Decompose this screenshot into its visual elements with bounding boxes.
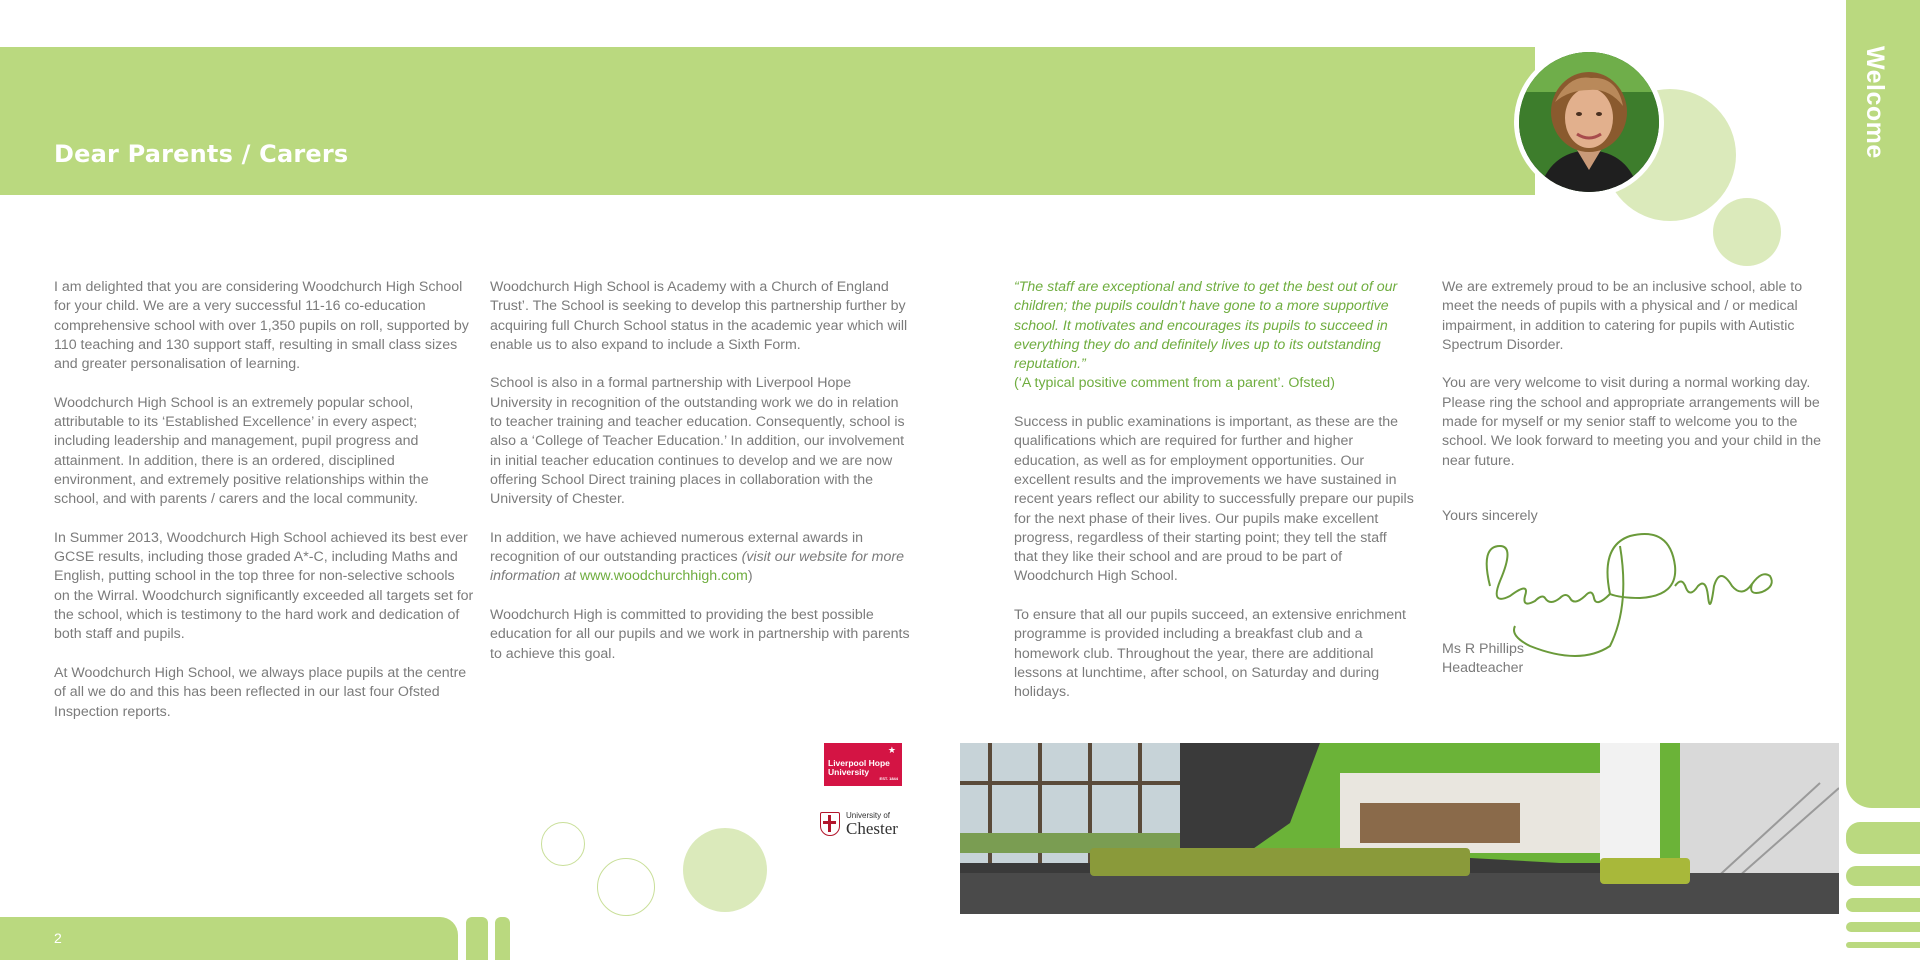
footer-stripe bbox=[495, 917, 510, 960]
quote-source: (‘A typical positive comment from a parent’. Ofsted) bbox=[1014, 375, 1335, 392]
letter-column-1 bbox=[54, 278, 474, 741]
side-tab-label: Welcome bbox=[1861, 46, 1889, 159]
letter-column-2 bbox=[490, 278, 910, 683]
quote-text: “The staff are exceptional and strive to get the best out of our children; the pupils couldn’t have gone to a more supportive school. It motivates and encourages its pupils to succeed in everything they do and definitely lives up to its outstanding reputation.” bbox=[1014, 279, 1398, 373]
side-stripe bbox=[1846, 866, 1920, 886]
paragraph: I am delighted that you are considering Woodchurch High School for your child. We are a very successful 11-16 co-education comprehensive school with over 1,350 pupils on roll, supported by 110 teaching and 130 support staff, resulting in small class sizes and greater personalisation of learning. bbox=[54, 279, 469, 373]
paragraph-aside: (visit our website for more information at bbox=[490, 549, 905, 585]
signoff-block bbox=[1442, 640, 1524, 678]
logo-line: University of bbox=[846, 811, 891, 820]
paragraph: Success in public examinations is important, as these are the qualifications which are required for further and higher education, as well as for employment opportunities. Our excellent results and the improvements we have sustained in recent years reflect our ability to successfully prepare our pupils for the next phase of their lives. Our pupils make excellent progress, regardless of their starting point; they tell the staff that they like their school and are proud to be part of Woodchurch High School. bbox=[1014, 414, 1414, 585]
liverpool-hope-logo bbox=[824, 743, 902, 786]
paragraph: You are very welcome to visit during a normal working day. Please ring the school and appropriate arrangements will be made for myself or my senior staff to welcome you to the school. We look forward to meeting you and your child in the near future. bbox=[1442, 375, 1822, 469]
parent-quote bbox=[1014, 278, 1414, 394]
decorative-ring bbox=[541, 822, 585, 866]
decorative-circle bbox=[683, 828, 767, 912]
photo-illustration bbox=[960, 743, 1839, 914]
signoff-name: Ms R Phillips bbox=[1442, 641, 1524, 657]
logo-line: University bbox=[828, 767, 870, 777]
paragraph-aside-close: ) bbox=[747, 568, 753, 585]
header-band bbox=[0, 47, 1535, 195]
paragraph: Woodchurch High is committed to providing the best possible education for all our pupils and we work in partnership with parents to achieve this goal. bbox=[490, 607, 910, 662]
university-of-chester-logo bbox=[820, 810, 906, 840]
footer-stripe bbox=[466, 917, 488, 960]
logo-sub: EST. 1844 bbox=[879, 776, 898, 781]
logo-line: Chester bbox=[846, 819, 898, 838]
signoff-greeting: Yours sincerely bbox=[1442, 508, 1538, 524]
paragraph: We are extremely proud to be an inclusive school, able to meet the needs of pupils with a physical and / or medical impairment, in addition to catering for pupils with Autistic Spectrum Disorder. bbox=[1442, 279, 1803, 353]
paragraph-text: In addition, we have achieved numerous external awards in recognition of our outstanding practices bbox=[490, 529, 864, 566]
paragraph: To ensure that all our pupils succeed, an extensive enrichment programme is provided including a breakfast club and a homework club. Throughout the year, there are additional lessons at lunchtime, after school, on Saturday and during holidays. bbox=[1014, 607, 1406, 701]
decorative-circle bbox=[1713, 198, 1781, 266]
paragraph: In Summer 2013, Woodchurch High School achieved its best ever GCSE results, including those graded A*-C, including Maths and English, putting school in the top three for non-selective schools on the Wirral. Woodchurch significantly exceeded all targets set for the school, which is testimony to the hard work and dedication of both staff and pupils. bbox=[54, 529, 474, 643]
portrait-illustration bbox=[1519, 52, 1659, 192]
decorative-ring bbox=[597, 858, 655, 916]
website-link[interactable]: www.woodchurchhigh.com bbox=[579, 568, 748, 585]
page-title: Dear Parents / Carers bbox=[54, 140, 349, 168]
paragraph: At Woodchurch High School, we always place pupils at the centre of all we do and this has been reflected in our last four Ofsted Inspection reports. bbox=[54, 664, 467, 720]
letter-column-3 bbox=[1014, 278, 1414, 722]
paragraph: Woodchurch High School is an extremely popular school, attributable to its ‘Established Excellence’ in every aspect; including leadership and management, pupil progress and attainment. In addition, there is an ordered, disciplined environment, and extremely positive relationships within the school, and with parents / carers and the local community. bbox=[54, 394, 429, 508]
crest-icon bbox=[820, 812, 840, 836]
paragraph-awards bbox=[490, 529, 910, 587]
paragraph: School is also in a formal partnership with Liverpool Hope University in recognition of the outstanding work we do in relation to teacher training and teacher education. Consequently, school is also a ‘College of Teacher Education.’ In addition, our involvement in initial teacher education continues to develop and we are now offering School Direct training places in collaboration with the University of Chester. bbox=[490, 375, 905, 508]
paragraph: Woodchurch High School is Academy with a Church of England Trust’. The School is seeking to develop this partnership further by acquiring full Church School status in the academic year which will enable us to also expand to include a Sixth Form. bbox=[490, 279, 908, 353]
side-stripe bbox=[1846, 898, 1920, 912]
star-icon: ★ bbox=[887, 745, 896, 755]
logo-line: Liverpool Hope bbox=[828, 758, 890, 768]
school-interior-photo bbox=[960, 743, 1839, 914]
footer-band bbox=[0, 917, 458, 960]
headteacher-portrait bbox=[1514, 47, 1664, 197]
portrait-photo bbox=[1519, 52, 1659, 192]
side-stripe bbox=[1846, 822, 1920, 854]
letter-column-4 bbox=[1442, 278, 1822, 490]
page-number: 2 bbox=[54, 930, 62, 946]
signoff-role: Headteacher bbox=[1442, 660, 1524, 676]
side-stripe bbox=[1846, 942, 1920, 948]
side-stripe bbox=[1846, 922, 1920, 932]
